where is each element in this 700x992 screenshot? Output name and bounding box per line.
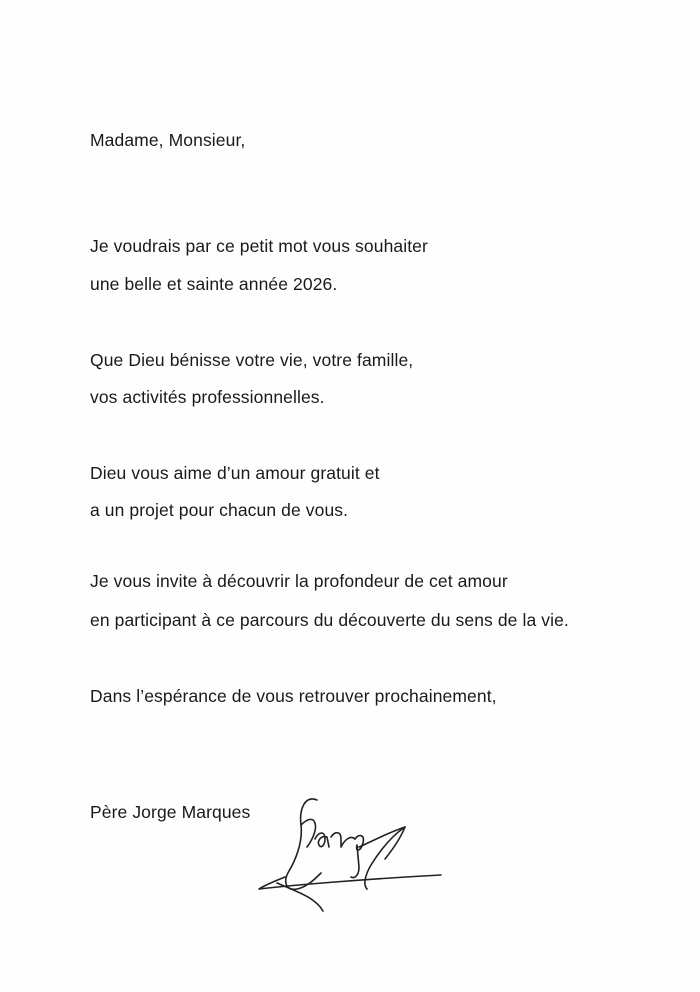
signatory-name: Père Jorge Marques	[90, 802, 251, 822]
paragraph-1-line-2: une belle et sainte année 2026.	[90, 274, 338, 294]
paragraph-5-line-1: Dans l’espérance de vous retrouver prochainement,	[90, 686, 497, 706]
paragraph-2-line-1: Que Dieu bénisse votre vie, votre famille,	[90, 350, 414, 370]
paragraph-3-line-2: a un projet pour chacun de vous.	[90, 500, 349, 520]
salutation: Madame, Monsieur,	[90, 130, 246, 150]
paragraph-4-line-1: Je vous invite à découvrir la profondeur de cet amour	[90, 571, 508, 591]
paragraph-1-line-1: Je voudrais par ce petit mot vous souhaiter	[90, 236, 428, 256]
paragraph-4-line-2: en participant à ce parcours du découverte du sens de la vie.	[90, 610, 569, 630]
paragraph-3-line-1: Dieu vous aime d’un amour gratuit et	[90, 463, 380, 483]
paragraph-2-line-2: vos activités professionnelles.	[90, 387, 325, 407]
handwritten-signature	[255, 795, 445, 915]
